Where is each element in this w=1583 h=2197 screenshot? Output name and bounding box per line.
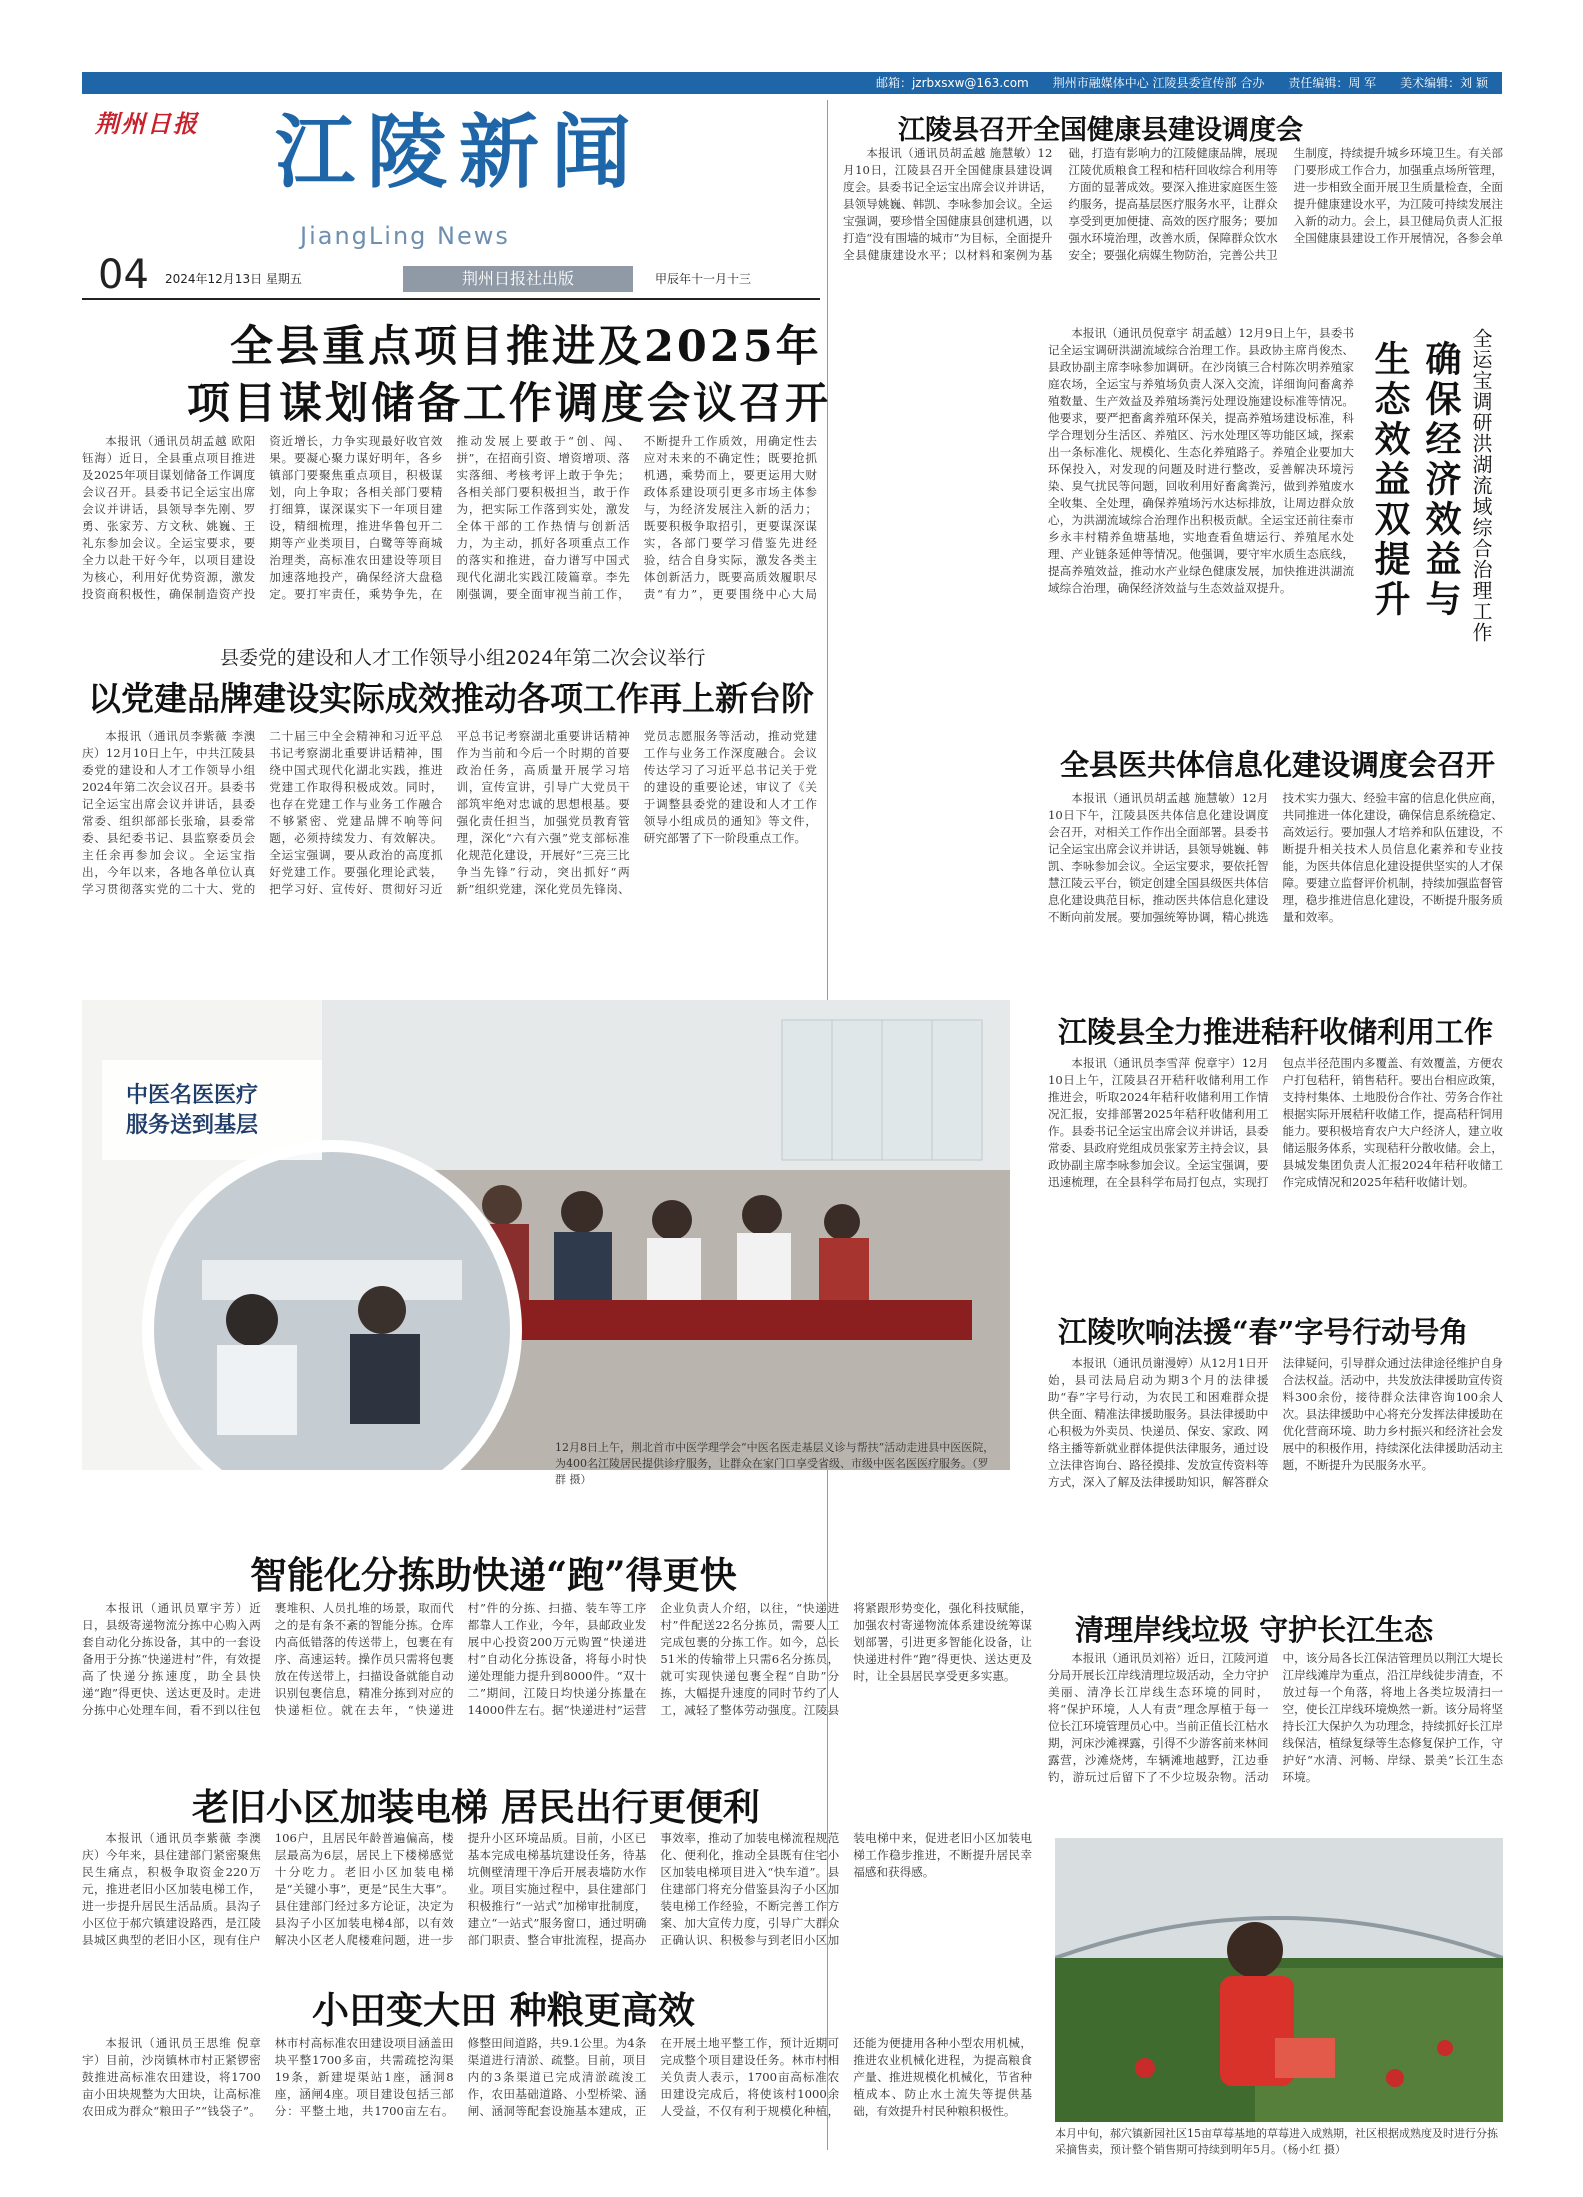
ecology-subtitle: 全运宝调研洪湖流域综合治理工作 — [1469, 328, 1493, 643]
tcm-label-2: 服务送到基层 — [126, 1112, 259, 1138]
medical-body: 本报讯（通讯员胡孟越 施慧敏）12月10日下午，江陵县医共体信息化建设调度会召开，对相关工作作出全面部署。县委书记全运宝出席会议并讲话，县领导姚巍、韩凯、李咏参加会议。全运宝要求，要依托智慧江陵云平台，锁定创建全国县级医共体信息化建设典范目标，推动医共体信息化建设不断向前发展。要加强统筹协调，精心挑选技术实力强大、经验丰富的信息化供应商，共同推进一体化建设，确保信息系统稳定、高效运行。要加强人才培养和队伍建设，不断提升相关技术人员信息化素养和专业技能，为医共体信息化建设提供坚实的人才保障。要建立监督评价机制，持续加强监督管理，稳步推进信息化建设，不断提升服务质量和效率。 — [1048, 791, 1503, 924]
health-body: 本报讯（通讯员胡孟越 施慧敏）12月10日，江陵县召开全国健康县建设调度会。县委书记全运宝出席会议并讲话，县领导姚巍、韩凯、李咏参加会议。全运宝强调，要珍惜全国健康县创建机遇，以打造“没有围墙的城市”为目标，全面提升全县健康建设水平；以材料和案例为基础，打造有影响力的江陵健康品牌，展现江陵优质粮食工程和桔秆回收综合利用等方面的显著成效。要深入推进家庭医生签约服务，提高基层医疗服务水平，让群众享受到更加便捷、高效的医疗服务；要加强水环境治理，改善水质，保障群众饮水安全；要强化病媒生物防治，完善公共卫生制度，持续提升城乡环境卫生。有关部门要形成工作合力，加强重点场所管理，进一步相致全面开展卫生质量检查，全面提升健康建设水平，为江陵可持续发展注入新的动力。会上，县卫健局负责人汇报全国健康县建设工作开展情况，各参会单 — [843, 146, 1503, 262]
projects-title-1: 全县重点项目推进及2025年 — [230, 322, 822, 372]
cleanup-title: 清理岸线垃圾 守护长江生态 — [1075, 1613, 1434, 1647]
ecology-title-a: 确保经济效益与 — [1420, 340, 1462, 620]
party-body: 本报讯（通讯员李紫薇 李澳庆）12月10日上午，中共江陵县委党的建设和人才工作领导小组2024年第二次会议召开。县委书记全运宝出席会议并讲话，县委常委、组织部部长张瑜，县委常委、县纪委书记、县监察委员会主任余再参加会议。全运宝指出，今年以来，各地各单位认真学习贯彻落实党的二十大、党的二十届三中全会精神和习近平总书记考察湖北重要讲话精神，围绕中国式现代化湖北实践，推进党建工作取得积极成效。同时，也存在党建工作与业务工作融合不够紧密、党建品牌不响等问题，必须持续发力、有效解决。全运宝强调，要从政治的高度抓好党建工作。要强化理论武装，把学习好、宣传好、贯彻好习近平总书记考察湖北重要讲话精神作为当前和今后一个时期的首要政治任务，高质量开展学习培训，宣传宣讲，引导广大党员干部筑牢绝对忠诚的思想根基。要强化责任担当，加强党员教育管理，深化“六有六强”党支部标准化规范化建设，开展好“三亮三比 争当先锋”行动，突出抓好“两新”组织党建，深化党员先锋岗、党员志愿服务等活动，推动党建工作与业务工作深度融合。会议传达学习了习近平总书记关于党的建设的重要论述，审议了《关于调整县委党的建设和人才工作领导小组成员的通知》等文件，研究部署了下一阶段重点工作。 — [82, 729, 817, 896]
strawberry-caption: 本月中旬，郝穴镇新园社区15亩草莓基地的草莓进入成熟期，社区根据成熟度及时进行分拣采摘售卖，预计整个销售期可持续到明年5月。（杨小红 摄） — [1055, 2127, 1498, 2156]
straw-title: 江陵县全力推进秸秆收储利用工作 — [1058, 1015, 1494, 1049]
header-bar: 邮箱：jzrbxsxw@163.com 荆州市融媒体中心 江陵县委宣传部 合办 责任编辑：周 军 美术编辑：刘 颖 — [82, 72, 1502, 94]
tcm-photo — [82, 1000, 1010, 1470]
ecology-title-b: 生态效益双提升 — [1369, 340, 1411, 620]
strawberry-photo-illustration — [1055, 1838, 1503, 2122]
publisher-badge: 荆州日报社出版 — [403, 266, 633, 292]
masthead-english: JiangLing News — [300, 222, 510, 250]
tcm-label-1: 中医名医医疗 — [126, 1082, 259, 1108]
masthead-rule — [82, 298, 820, 300]
cleanup-body: 本报讯（通讯员刘裕）近日，江陵河道分局开展长江岸线清理垃圾活动，全力守护美丽、清净长江岸线生态环境的同时，将“保护环境，人人有责”理念厚植于每一位长江环境管理员心中。当前正值长江枯水期，河床沙滩裸露，引得不少游客前来林间露营，沙滩烧烤，车辆滩地越野，江边垂钓，游玩过后留下了不少垃圾杂物。活动中，该分局各长江保洁管理员以荆江大堤长江岸线滩岸为重点，沿江岸线徒步清查，不放过每一个角落，将地上各类垃圾清扫一空，使长江岸线环境焕然一新。该分局将坚持长江大保护久为功理念，持续抓好长江岸线保洁，植绿复绿等生态修复保护工作，守护好“水清、河畅、岸绿、景美”长江生态环境。 — [1048, 1651, 1503, 1784]
medical-title: 全县医共体信息化建设调度会召开 — [1060, 748, 1496, 782]
ecology-body: 本报讯（通讯员倪章宇 胡孟越）12月9日上午，县委书记全运宝调研洪湖流域综合治理工作。县政协主席肖俊杰、县政协副主席李咏参加调研。在沙岗镇三合村陈次明养殖家庭农场，全运宝与养殖场负责人深入交流，详细询问畜禽养殖数量、生产效益及养殖场粪污处理设施建设标准等情况。他要求，要严把畜禽养殖环保关，提高养殖场建设标准，科学合理划分生活区、养殖区、污水处理区等功能区域，探索出一条标准化、规模化、生态化养殖路子。养殖企业要加大环保投入，对发现的问题及时进行整改，妥善解决环境污染、臭气扰民等问题，回收利用好畜禽粪污，做到养殖废水全收集、全处理，确保养殖场污水达标排放，让周边群众放心，为洪湖流域综合治理作出积极贡献。全运宝还前往秦市乡永丰村精养鱼塘基地，实地查看鱼塘运行、养殖尾水处理、产业链条延伸等情况。他强调，要守牢水质生态底线，提高养殖效益，推动水产业绿色健康发展，加快推进洪湖流域综合治理，确保经济效益与生态效益双提升。 — [1048, 326, 1354, 595]
elevator-body: 本报讯（通讯员李紫薇 李澳庆）今年来，县住建部门紧密聚焦民生痛点，积极争取资金220万元，推进老旧小区加装电梯工作，进一步提升居民生活品质。县沟子小区位于郝穴镇建设路西，是江陵县城区典型的老旧小区，现有住户106户，且居民年龄普遍偏高，楼层最高为6层，居民上下楼梯感觉十分吃力。老旧小区加装电梯是“关键小事”，更是“民生大事”。县住建部门经过多方论证，决定为县沟子小区加装电梯4部，以有效解决小区老人爬楼难问题，进一步提升小区环境品质。目前，小区已基本完成电梯基坑建设任务，待基坑侧壁清理干净后开展表墙防水作业。项目实施过程中，县住建部门积极推行“一站式”加梯审批制度，建立“一站式”服务窗口，通过明确部门职责、整合审批流程，提高办事效率，推动了加装电梯流程规范化、便利化，推动全县既有住宅小区加装电梯项目进入“快车道”。县住建部门将充分借鉴县沟子小区加装电梯工作经验，不断完善工作方案、加大宣传力度，引导广大群众正确认识、积极参与到老旧小区加装电梯中来，促进老旧小区加装电梯工作稳步推进，不断提升居民幸福感和获得感。 — [82, 1831, 1032, 1947]
health-title: 江陵县召开全国健康县建设调度会 — [898, 115, 1303, 146]
law-body: 本报讯（通讯员谢漫婷）从12月1日开始，县司法局启动为期3个月的法律援助“春”字号行动，为农民工和困难群众提供全面、精准法律援助服务。县法律援助中心积极为外卖员、快递员、保安、家政、网络主播等新就业群体提供法律服务，通过设立法律咨询台、路径摸排、发放宣传资料等方式，深入了解及法律援助知识，解答群众法律疑问，引导群众通过法律途径维护自身合法权益。活动中，共发放法律援助宣传资料300余份，接待群众法律咨询100余人次。县法律援助中心将充分发挥法律援助在优化营商环境、助力乡村振兴和经济社会发展中的积极作用，持续深化法律援助活动主题，不断提升为民服务水平。 — [1048, 1356, 1503, 1489]
elevator-title: 老旧小区加装电梯 居民出行更便利 — [192, 1785, 760, 1829]
party-title: 以党建品牌建设实际成效推动各项工作再上新台阶 — [88, 679, 814, 718]
intelligent-title: 智能化分拣助快递“跑”得更快 — [250, 1553, 737, 1597]
page-number: 04 — [98, 252, 149, 298]
masthead-title: 江陵新闻 — [275, 105, 643, 199]
tcm-caption: 12月8日上午，荆北首市中医学理学会“中医名医走基层义诊与帮扶”活动走进县中医医院，为400名江陵居民提供诊疗服务，让群众在家门口享受省级、市级中医名医医疗服务。（罗群 摄） — [555, 1441, 995, 1486]
issue-date: 2024年12月13日 星期五 — [165, 272, 302, 286]
projects-body: 本报讯（通讯员胡孟越 欧阳钰海）近日，全县重点项目推进及2025年项目谋划储备工作调度会议召开。县委书记全运宝出席会议并讲话，县领导李先刚、罗勇、张家芳、方文秋、姚巍、王礼东参加会议。全运宝要求，要全力以赴干好今年，以项目建设为核心，利用好优势资源，激发投资商积极性，确保制造资产投资近增长，力争实现最好收官效果。要凝心聚力谋好明年，各乡镇部门要聚焦重点项目，积极谋划，向上争取；各相关部门要精打细算，谋深谋实下一年项目建设，精细梳理，推进华鲁包开二期等产业类项目，白鹭等等商城治理类，高标准农田建设等项目加速落地投产，确保经济大盘稳定。要打牢责任，乘势争先，在推动发展上要敢于“创、闯、拼”，在招商引资、增资增项、落实落细、考核考评上敢于争先；各相关部门要积极担当，敢于作为，把实际工作落到实处，激发全体干部的工作热情与创新活力，为主动，抓好各项重点工作的落实和推进，奋力谱写中国式现代化湖北实践江陵篇章。李先刚强调，要全面审视当前工作，不断提升工作质效，用确定性去应对未来的不确定性；既要抢抓机遇，乘势而上，要更运用大财政体系建设项引更多市场主体参与，为经济发展注入新的活力；既要积极争取招引，更要谋深谋实，各部门要学习借鉴先进经验，结合自身实际，激发各类主体创新活力，既要高质效履职尽责“有力”，更要围绕中心大局 — [82, 434, 817, 601]
straw-body: 本报讯（通讯员李雪萍 倪章宇）12月10日上午，江陵县召开秸秆收储利用工作推进会，听取2024年秸秆收储利用工作情况汇报，安排部署2025年秸秆收储利用工作。县委书记全运宝出席会议并讲话，县委常委、县政府党组成员张家芳主持会议，县政协副主席李咏参加会议。全运宝强调，要迅速梳理，在全县科学布局打包点，实现打包点半径范围内多覆盖、有效覆盖，方便农户打包秸秆，销售秸秆。要出台相应政策，支持村集体、土地股份合作社、劳务合作社根据实际开展秸秆收储工作，提高秸秆饲用能力。要积极培育农户大户经济人，建立收储运服务体系，实现秸秆分散收储。会上，县城发集团负责人汇报2024年秸秆收储工作完成情况和2025年秸秆收储计划。 — [1048, 1056, 1503, 1189]
intelligent-body: 本报讯（通讯员覃宇芳）近日，县级寄递物流分拣中心购入两套自动化分拣设备，其中的一套设备用于分拣“快递进村”件，有效提高了快递分拣速度，助全县快递“跑”得更快、送达更及时。走进分拣中心处理车间，看不到以往包裹堆积、人员扎堆的场景，取而代之的是有条不紊的智能分拣。仓库内高低错落的传送带上，包裹在有序、高速运转。操作员只需将包裹放在传送带上，扫描设备就能自动识别包裹信息，精准分拣到对应的快递柜位。就在去年，“快递进村”件的分拣、扫描、装车等工序都靠人工作业，今年，县邮政业发展中心投资200万元购置“快递进村”自动化分拣设备，将每小时快递处理能力提升到8000件。“双十二”期间，江陵日均快递分拣量在14000件左右。据“快递进村”运营企业负责人介绍，以往，“快递进村”件配送22名分拣员，需要人工完成包裹的分拣工作。如今，总长51米的传输带上只需6名分拣员，就可实现快递包裹全程“自助”分拣，大幅提升速度的同时节约了人工，减轻了整体劳动强度。江陵县将紧跟形势变化，强化科技赋能，加强农村寄递物流体系建设统筹谋划部署，引进更多智能化设备，让快递进村件“跑”得更快、送达更及时，让全县居民享受更多实惠。 — [82, 1601, 1032, 1717]
strawberry-photo — [1055, 1838, 1503, 2122]
projects-title-2: 项目谋划储备工作调度会议召开 — [187, 379, 831, 429]
law-title: 江陵吹响法援“春”字号行动号角 — [1058, 1315, 1469, 1349]
newspaper-logo: 荆州日报 — [95, 109, 199, 138]
party-subtitle: 县委党的建设和人才工作领导小组2024年第二次会议举行 — [220, 647, 706, 669]
farmland-title: 小田变大田 种粮更高效 — [312, 1988, 695, 2032]
lunar-date: 甲辰年十一月十三 — [655, 272, 752, 286]
farmland-body: 本报讯（通讯员王思维 倪章宇）目前，沙岗镇林市村正紧锣密鼓推进高标准农田建设，将1700亩小田块规整为大田块，让高标准农田成为群众“粮田子”“钱袋子”。林市村高标准农田建设项目涵盖田块平整1700多亩，共需疏挖沟渠19条，新建堤渠站1座，涵洞8座，涵闸4座。项目建设包括三部分：平整土地，共1700亩左右。修整田间道路，共9.1公里。为4条渠道进行清淤、疏整。目前，项目内的3条渠道已完成清淤疏浚工作，农田基础道路、小型桥梁、涵闸、涵洞等配套设施基本建成，正在开展土地平整工作，预计近期可完成整个项目建设任务。林市村相关负责人表示，1700亩高标准农田建设完成后，将使该村1000余人受益，不仅有利于规模化种植，还能为便捷用各种小型农用机械，推进农业机械化进程，为提高粮食产量、推进规模化机械化，节省种植成本、防止水土流失等提供基础，有效提升村民种粮积极性。 — [82, 2036, 1032, 2118]
tcm-photo-illustration — [82, 1000, 1010, 1470]
